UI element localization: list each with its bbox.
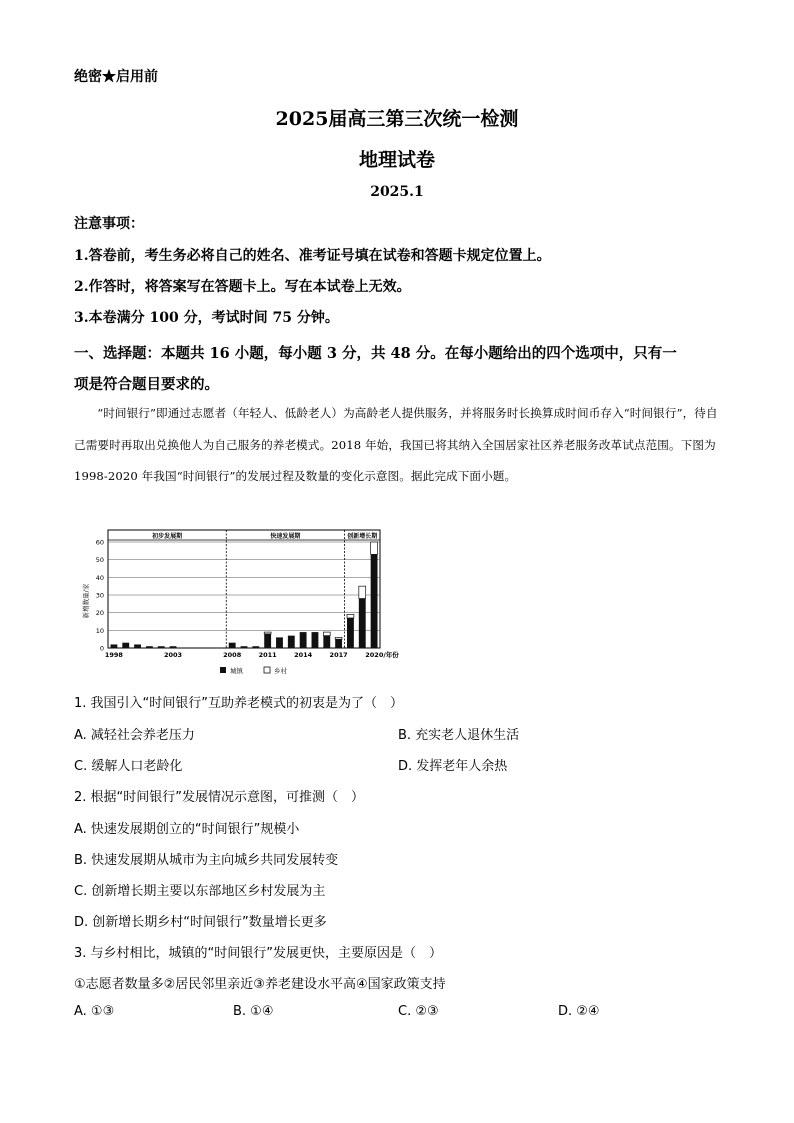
y-tick-label: 10 xyxy=(95,626,104,635)
bar-urban xyxy=(110,644,117,648)
legend-label-urban: 城镇 xyxy=(230,667,243,675)
note-item-1: 1.答卷前，考生务必将自己的姓名、准考证号填在试卷和答题卡规定位置上。 xyxy=(74,248,551,264)
period-label: 创新增长期 xyxy=(347,533,378,540)
y-tick-label: 60 xyxy=(95,538,104,547)
period-label: 初步发展期 xyxy=(152,533,183,540)
bar-rural xyxy=(335,637,342,639)
bar-urban xyxy=(347,618,354,648)
bar-urban xyxy=(229,643,236,648)
x-tick-label: 2003 xyxy=(163,651,183,659)
q1-option-d: D. 发挥老年人余热 xyxy=(398,759,508,774)
bar-rural xyxy=(264,632,271,634)
legend-swatch-urban xyxy=(220,667,226,673)
bar-urban xyxy=(252,646,259,648)
bar-rural xyxy=(359,586,366,598)
bar-urban xyxy=(288,636,295,648)
q3-option-b: B. ①④ xyxy=(233,1004,274,1019)
q3-option-c: C. ②③ xyxy=(398,1004,439,1019)
notes-heading: 注意事项： xyxy=(74,216,144,232)
confidential-label: 绝密★启用前 xyxy=(74,69,158,85)
y-tick-label: 50 xyxy=(95,556,104,565)
y-tick-label: 0 xyxy=(99,644,104,653)
y-tick-label: 40 xyxy=(95,573,104,582)
q2-option-b: B. 快速发展期从城市为主向城乡共同发展转变 xyxy=(74,853,339,868)
x-tick-label: 1998 xyxy=(104,651,123,659)
q3-option-a: A. ①③ xyxy=(74,1004,115,1019)
x-axis-label: 2020/年份 xyxy=(365,651,399,659)
bar-urban xyxy=(158,646,165,648)
note-item-3: 3.本卷满分 100 分，考试时间 75 分钟。 xyxy=(74,310,339,326)
question-3-stem: 3. 与乡村相比，城镇的“时间银行”发展更快，主要原因是（ ） xyxy=(74,946,443,961)
time-bank-chart xyxy=(74,522,414,684)
bar-urban xyxy=(371,554,378,648)
y-axis-label: 新增数量/家 xyxy=(82,583,90,619)
section-heading-line-1: 一、选择题：本题共 16 小题，每小题 3 分，共 48 分。在每小题给出的四个选项中，只有一 xyxy=(74,345,677,362)
bar-urban xyxy=(323,636,330,648)
bar-urban xyxy=(300,632,307,648)
legend-swatch-rural xyxy=(264,667,270,673)
exam-title: 2025届高三第三次统一检测 xyxy=(275,108,519,130)
bar-urban xyxy=(241,646,248,648)
q1-option-b: B. 充实老人退休生活 xyxy=(398,728,520,743)
bar-rural xyxy=(371,542,378,554)
q2-option-a: A. 快速发展期创立的“时间银行”规模小 xyxy=(74,822,300,837)
bar-urban xyxy=(264,634,271,648)
bar-urban xyxy=(146,646,153,648)
bar-rural xyxy=(347,614,354,618)
note-item-2: 2.作答时，将答案写在答题卡上。写在本试卷上无效。 xyxy=(74,279,411,295)
x-tick-label: 2008 xyxy=(223,651,242,659)
bar-urban xyxy=(134,644,141,648)
section-heading-line-2: 项是符合题目要求的。 xyxy=(74,376,219,393)
x-tick-label: 2014 xyxy=(294,651,313,659)
question-3-statements: ①志愿者数量多②居民邻里亲近③养老建设水平高④国家政策支持 xyxy=(74,977,446,992)
bar-urban xyxy=(276,637,283,648)
q1-option-c: C. 缓解人口老龄化 xyxy=(74,759,183,774)
section-heading xyxy=(74,338,724,400)
bar-rural xyxy=(323,632,330,636)
question-1-stem: 1. 我国引入“时间银行”互助养老模式的初衷是为了（ ） xyxy=(74,696,404,711)
q2-option-d: D. 创新增长期乡村“时间银行”数量增长更多 xyxy=(74,915,327,930)
q2-option-c: C. 创新增长期主要以东部地区乡村发展为主 xyxy=(74,884,326,899)
bar-urban xyxy=(359,599,366,648)
bar-urban xyxy=(170,646,177,648)
period-label: 快速发展期 xyxy=(270,533,301,540)
bar-urban xyxy=(122,643,129,648)
x-tick-label: 2011 xyxy=(258,651,277,659)
exam-subject: 地理试卷 xyxy=(358,149,435,171)
question-2-stem: 2. 根据“时间银行”发展情况示意图，可推测（ ） xyxy=(74,790,365,805)
y-tick-label: 30 xyxy=(95,591,104,600)
bar-urban xyxy=(335,639,342,648)
exam-date: 2025.1 xyxy=(370,184,424,200)
q3-option-d: D. ②④ xyxy=(558,1004,600,1019)
y-tick-label: 20 xyxy=(95,609,104,618)
q1-option-a: A. 减轻社会养老压力 xyxy=(74,728,195,743)
intro-paragraph: “时间银行”即通过志愿者（年轻人、低龄老人）为高龄老人提供服务，并将服务时长换算成时间币存入“时间银行”，待自己需要时再取出兑换他人为自己服务的养老模式。2018 年始，我国已将其纳入全国居家社区养老服务改革试点范围。下图为 1998-2020 年我国“时间银行”的发展过程及数量的变化示意图。据此完成下面小题。 xyxy=(74,406,718,483)
legend-label-rural: 乡村 xyxy=(274,667,287,675)
bar-urban xyxy=(312,632,319,648)
x-tick-label: 2017 xyxy=(329,651,348,659)
